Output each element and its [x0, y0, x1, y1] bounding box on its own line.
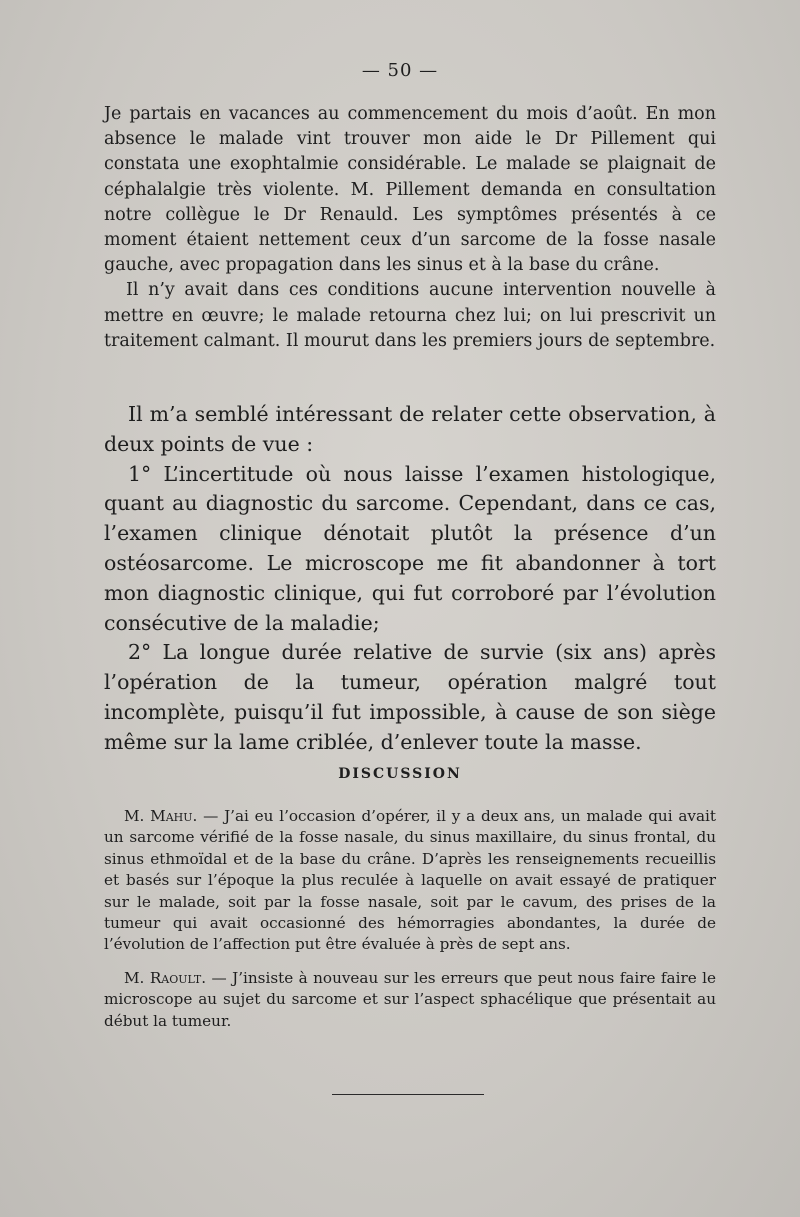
observation-section	[104, 102, 716, 354]
end-rule	[332, 1094, 484, 1095]
discussion-heading: DISCUSSION	[338, 766, 462, 782]
discussion-section	[104, 806, 716, 1032]
conclusion-section	[104, 400, 716, 758]
speaker-name: M. Raoult.	[124, 968, 207, 987]
discussion-text: — J’insiste à nouveau sur les erreurs que peut nous faire faire le microscope au sujet du sarcome et sur l’aspect sphacélique que présentait au début la tumeur.	[104, 968, 716, 1030]
observation-paragraph-1: Je partais en vacances au commencement du mois d’août. En mon absence le malade vint trouver mon aide le Dr Pillement qui constata une exophtalmie considérable. Le malade se plaignait de céphalalgie très violente. M. Pillement demanda en consultation notre collègue le Dr Renauld. Les symptômes présentés à ce moment étaient nettement ceux d’un sarcome de la fosse nasale gauche, avec propagation dans les sinus et à la base du crâne.	[104, 104, 716, 276]
discussion-entry-raoult	[104, 968, 716, 1032]
speaker-name: M. Mahu.	[124, 807, 198, 825]
page-number: — 50 —	[361, 60, 439, 81]
conclusion-point-1: 1° L’incertitude où nous laisse l’examen histologique, quant au diagnostic du sarcome. Cependant, dans ce cas, l’examen clinique dénotait plutôt la présence d’un ostéosarcome. Le microscope me fit abandonner à tort mon diagnostic clinique, qui fut corroboré par l’évolution consécutive de la maladie;	[104, 461, 716, 635]
conclusion-point-2: 2° La longue durée relative de survie (six ans) après l’opération de la tumeur, opération malgré tout incomplète, puisqu’il fut impossible, à cause de son siège même sur la lame criblée, d’enlever toute la masse.	[104, 640, 716, 754]
observation-paragraph-2: Il n’y avait dans ces conditions aucune intervention nouvelle à mettre en œuvre; le malade retourna chez lui; on lui prescrivit un traitement calmant. Il mourut dans les premiers jours de septembre.	[104, 280, 716, 351]
discussion-text: — J’ai eu l’occasion d’opérer, il y a deux ans, un malade qui avait un sarcome vérifié de la fosse nasale, du sinus maxillaire, du sinus frontal, du sinus ethmoïdal et de la base du crâne. D’après les renseignements recueillis et basés sur l’époque la plus reculée à laquelle on avait essayé de pratiquer sur le malade, soit par la fosse nasale, soit par le cavum, des prises de la tumeur qui avait occasionné des hémorragies abondantes, la durée de l’évolution de l’affection put être évaluée à près de sept ans.	[104, 807, 716, 954]
conclusion-intro: Il m’a semblé intéressant de relater cette observation, à deux points de vue :	[104, 402, 716, 456]
discussion-entry-mahu	[104, 806, 716, 956]
